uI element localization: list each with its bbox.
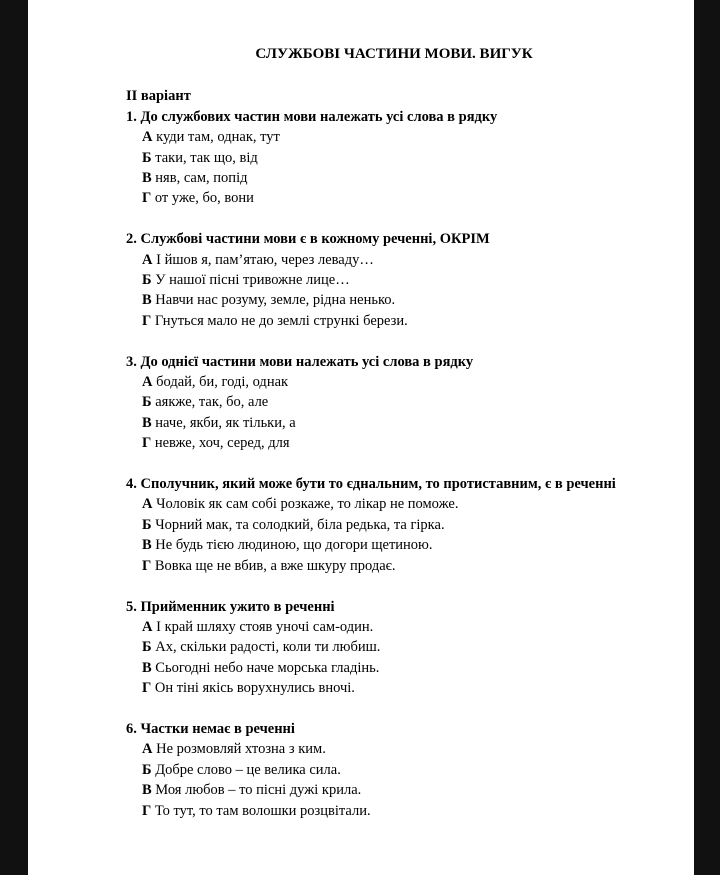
option-text: Добре слово – це велика сила. — [155, 761, 341, 778]
answer-option — [142, 678, 642, 698]
option-letter: Б — [142, 272, 152, 289]
option-letter: Г — [142, 312, 152, 329]
option-letter: Б — [142, 394, 152, 411]
option-text: Не розмовляй хтозна з ким. — [156, 741, 326, 758]
answer-option — [142, 250, 642, 270]
option-letter: Г — [142, 435, 152, 452]
answer-option — [142, 311, 642, 331]
question-2 — [126, 229, 642, 331]
option-text: таки, так що, від — [155, 149, 258, 166]
option-text: наче, якби, як тільки, а — [155, 414, 296, 431]
answer-option — [142, 433, 642, 453]
question-6 — [126, 719, 642, 821]
answer-option — [142, 739, 642, 759]
option-letter: Б — [142, 761, 152, 778]
document-content — [126, 44, 642, 841]
answer-option — [142, 515, 642, 535]
option-letter: Б — [142, 149, 152, 166]
option-letter: В — [142, 659, 152, 676]
option-letter: Г — [142, 680, 152, 697]
page-title: СЛУЖБОВІ ЧАСТИНИ МОВИ. ВИГУК — [255, 46, 533, 62]
option-text: Ах, скільки радості, коли ти любиш. — [155, 639, 381, 656]
option-text: няв, сам, попід — [155, 170, 248, 187]
option-text: Он тіні якісь ворухнулись вночі. — [154, 680, 355, 697]
answer-option — [142, 535, 642, 555]
option-letter: А — [142, 741, 153, 758]
question-text: 6. Частки немає в реченні — [126, 720, 295, 737]
answer-option — [142, 658, 642, 678]
document-page — [28, 0, 694, 875]
answer-option — [142, 392, 642, 412]
answer-option — [142, 760, 642, 780]
option-letter: Г — [142, 802, 152, 819]
question-4 — [126, 474, 642, 576]
question-text: 3. До однієї частини мови належать усі слова в рядку — [126, 353, 474, 370]
answer-option — [142, 127, 642, 147]
answer-option — [142, 780, 642, 800]
option-letter: А — [142, 496, 153, 513]
option-letter: В — [142, 170, 152, 187]
option-text: куди там, однак, тут — [156, 129, 280, 146]
question-text: 5. Прийменник ужито в реченні — [126, 598, 335, 615]
option-text: бодай, би, годі, однак — [156, 374, 289, 391]
answer-option — [142, 617, 642, 637]
answer-option — [142, 168, 642, 188]
answer-option — [142, 270, 642, 290]
option-letter: А — [142, 251, 153, 268]
answer-option — [142, 413, 642, 433]
option-text: І йшов я, пам’ятаю, через леваду… — [156, 251, 374, 268]
answer-option — [142, 290, 642, 310]
option-text: Чорний мак, та солодкий, біла редька, та гірка. — [155, 516, 445, 533]
option-text: Моя любов – то пісні дужі крила. — [155, 782, 362, 799]
option-text: То тут, то там волошки розцвітали. — [154, 802, 371, 819]
option-text: Не будь тією людиною, що догори щетиною. — [155, 537, 433, 554]
option-letter: В — [142, 782, 152, 799]
option-text: Сьогодні небо наче морська гладінь. — [155, 659, 380, 676]
answer-option — [142, 494, 642, 514]
answer-option — [142, 556, 642, 576]
option-letter: Г — [142, 190, 152, 207]
option-text: У нашої пісні тривожне лице… — [155, 272, 350, 289]
answer-option — [142, 188, 642, 208]
question-3 — [126, 352, 642, 454]
option-letter: В — [142, 414, 152, 431]
question-5 — [126, 597, 642, 699]
option-text: Гнуться мало не до землі стрункі берези. — [154, 312, 408, 329]
variant-label: ІІ варіант — [126, 88, 191, 105]
option-text: І край шляху стояв уночі сам-один. — [156, 618, 374, 635]
option-letter: Б — [142, 516, 152, 533]
option-letter: В — [142, 292, 152, 309]
question-1 — [126, 107, 642, 209]
answer-option — [142, 801, 642, 821]
option-letter: В — [142, 537, 152, 554]
option-text: Навчи нас розуму, земле, рідна ненько. — [155, 292, 396, 309]
option-text: Вовка ще не вбив, а вже шкуру продає. — [154, 557, 396, 574]
option-letter: А — [142, 618, 153, 635]
question-list — [126, 107, 642, 821]
option-text: от уже, бо, вони — [154, 190, 254, 207]
question-text: 4. Сполучник, який може бути то єднальним, то протиставним, є в реченні — [126, 476, 616, 493]
option-text: невже, хоч, серед, для — [154, 435, 290, 452]
option-text: аякже, так, бо, але — [155, 394, 269, 411]
answer-option — [142, 637, 642, 657]
option-letter: Б — [142, 639, 152, 656]
option-text: Чоловік як сам собі розкаже, то лікар не поможе. — [156, 496, 459, 513]
answer-option — [142, 372, 642, 392]
question-text: 1. До службових частин мови належать усі слова в рядку — [126, 108, 498, 125]
answer-option — [142, 148, 642, 168]
option-letter: Г — [142, 557, 152, 574]
option-letter: А — [142, 129, 153, 146]
question-text: 2. Службові частини мови є в кожному реченні, ОКРІМ — [126, 231, 490, 248]
option-letter: А — [142, 374, 153, 391]
